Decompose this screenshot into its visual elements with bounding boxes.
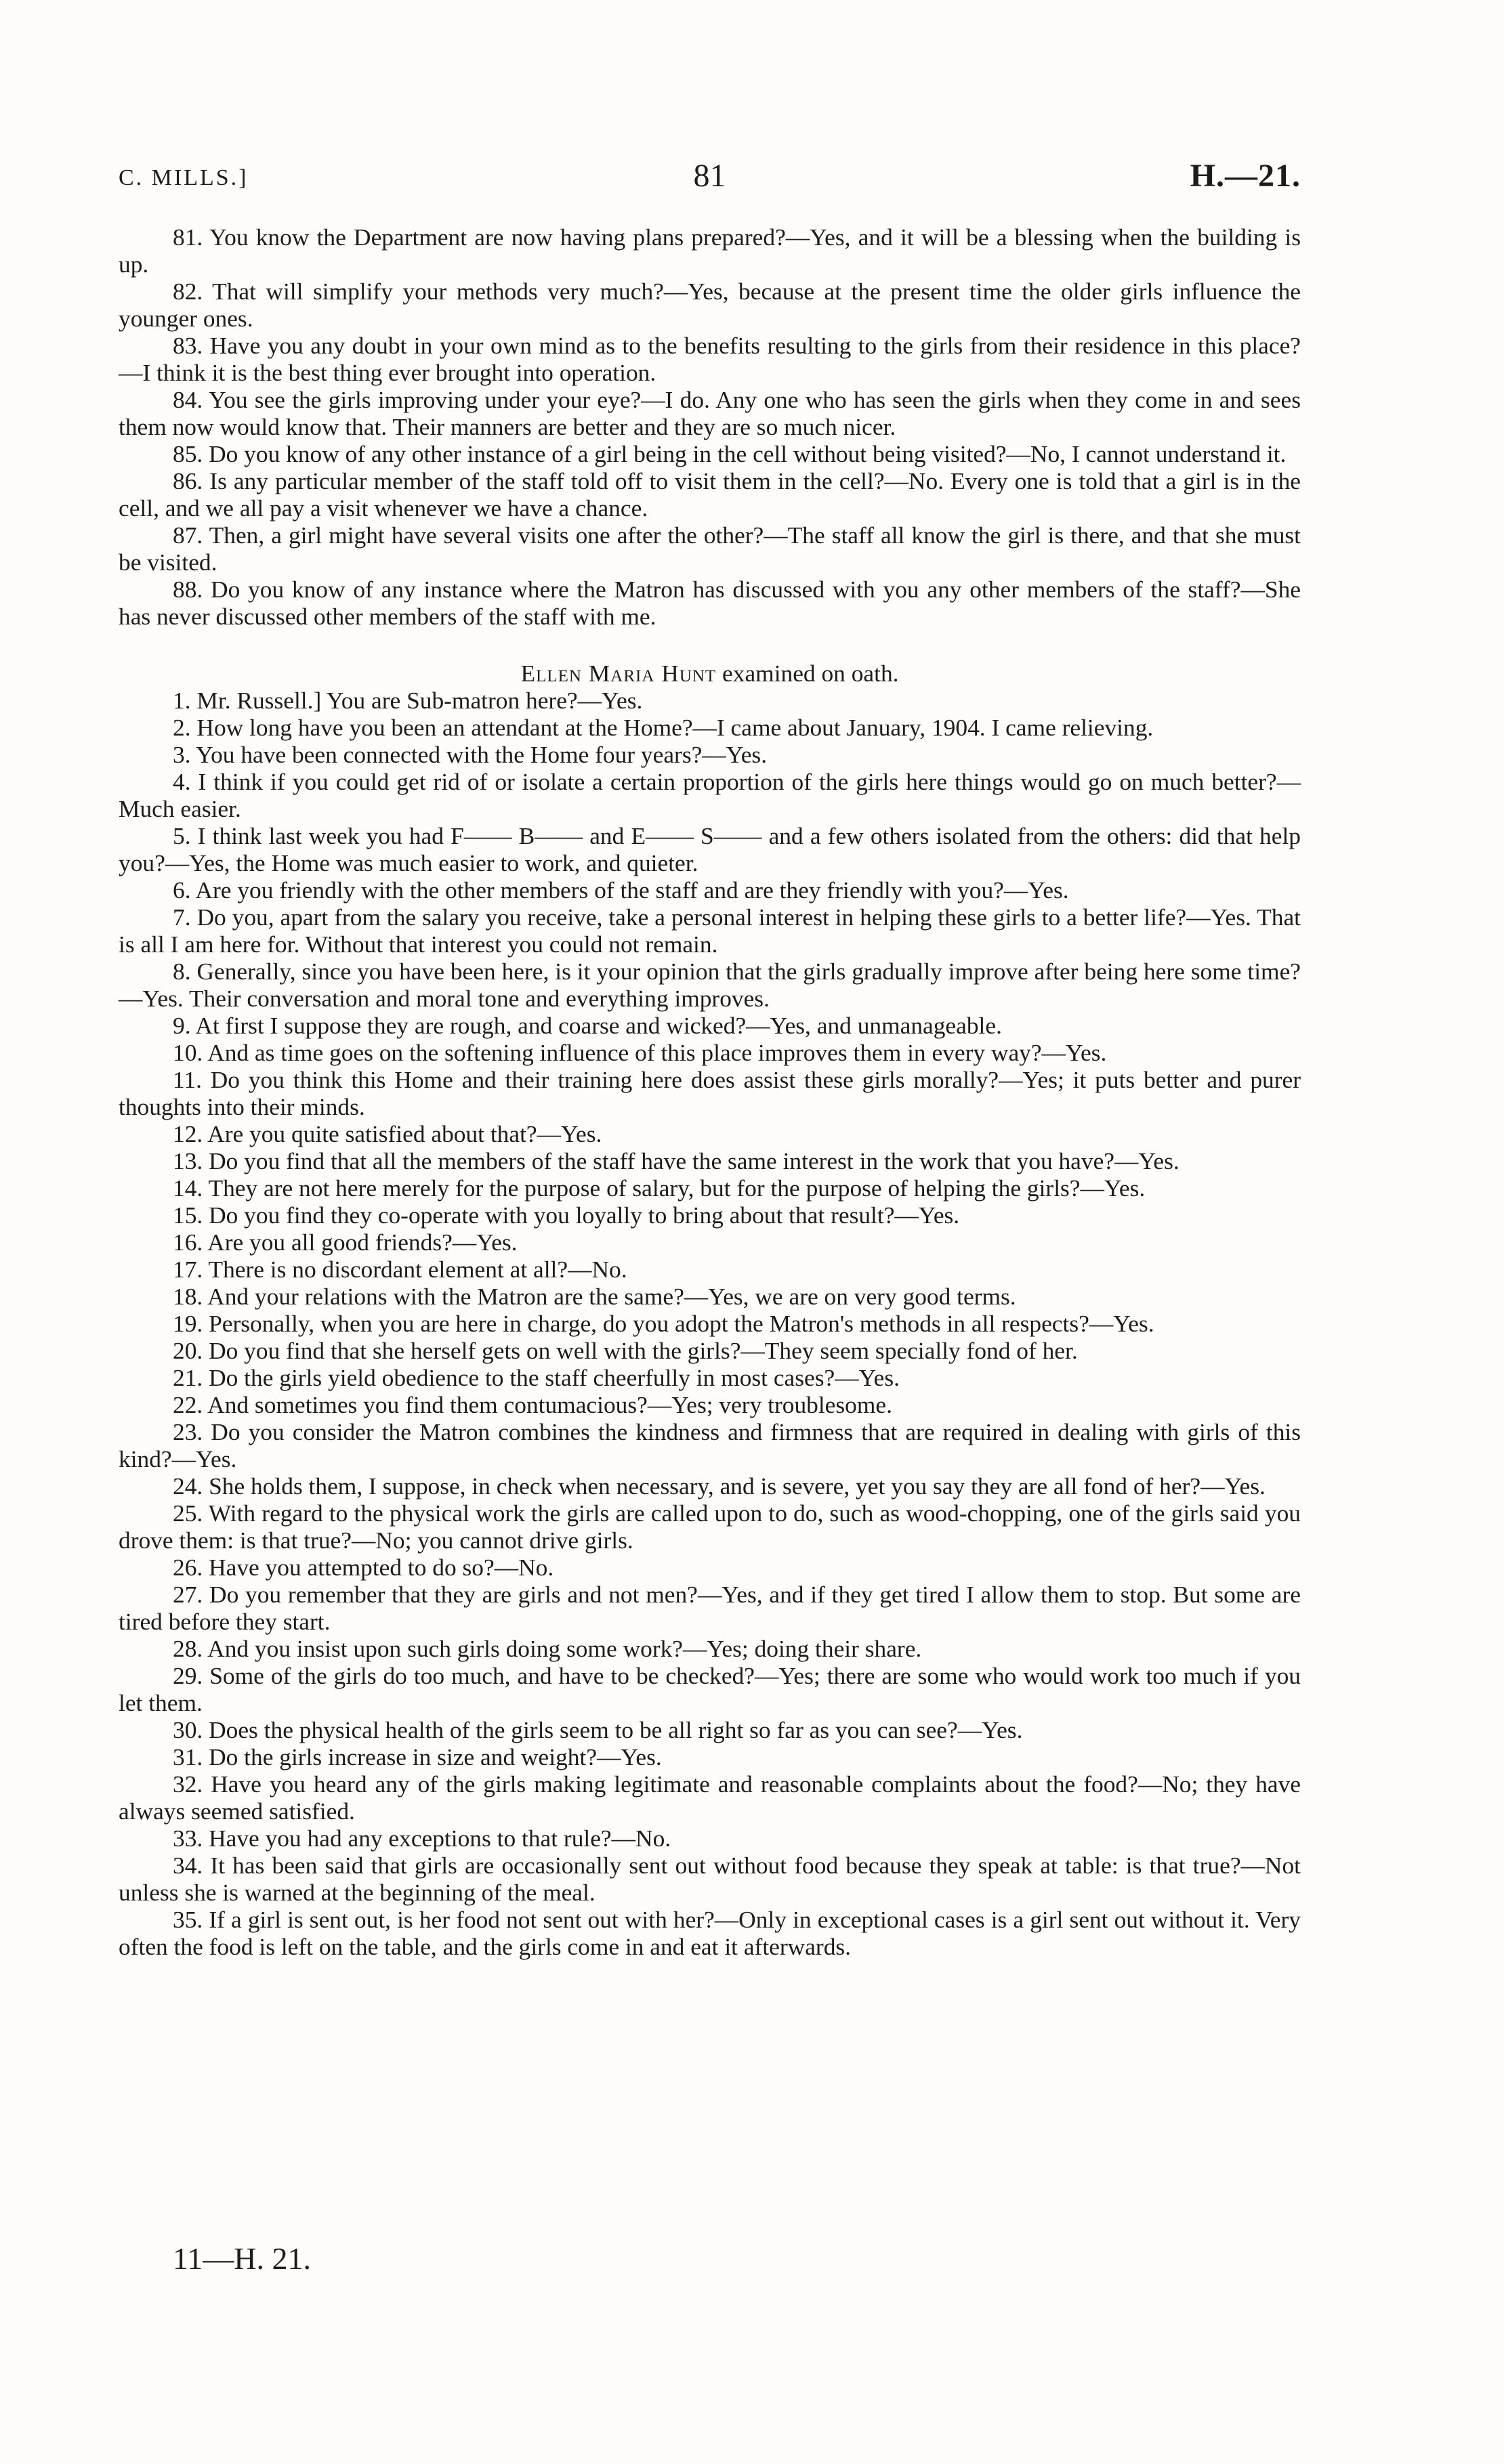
document-reference: H.—21. [1190, 158, 1301, 194]
page-number: 81 [693, 158, 726, 194]
qa-paragraph: 14. They are not here merely for the purpose of salary, but for the purpose of helping the girls?—Yes. [173, 1174, 1146, 1202]
qa-paragraph: 23. Do you consider the Matron combines the kindness and firmness that are required in dealing with girls of this kind?—Yes. [119, 1418, 1301, 1472]
qa-paragraph: 20. Do you find that she herself gets on well with the girls?—They seem specially fond of her. [173, 1337, 1078, 1364]
qa-paragraph: 28. And you insist upon such girls doing some work?—Yes; doing their share. [173, 1635, 922, 1662]
qa-paragraph: 6. Are you friendly with the other members of the staff and are they friendly with you?—Yes. [173, 876, 1069, 904]
qa-paragraph: 15. Do you find they co-operate with you loyally to bring about that result?—Yes. [173, 1202, 960, 1229]
qa-paragraph: 35. If a girl is sent out, is her food not sent out with her?—Only in exceptional cases is a girl sent out without it. Very often the food is left on the table, and the girls come in and eat it afterwards. [119, 1906, 1301, 1960]
qa-paragraph: 87. Then, a girl might have several visits one after the other?—The staff all know the girl is there, and that she must be visited. [119, 522, 1301, 576]
qa-paragraph: 12. Are you quite satisfied about that?—Yes. [173, 1120, 602, 1147]
qa-paragraph: 25. With regard to the physical work the girls are called upon to do, such as wood-chopping, one of the girls said you drove them: is that true?—No; you cannot drive girls. [119, 1500, 1301, 1554]
header-witness-name: C. MILLS.] [119, 165, 249, 190]
qa-paragraph: 4. I think if you could get rid of or isolate a certain proportion of the girls here things would go on much better?—Much easier. [119, 768, 1301, 822]
qa-paragraph: 33. Have you had any exceptions to that rule?—No. [173, 1825, 671, 1852]
qa-paragraph: 85. Do you know of any other instance of a girl being in the cell without being visited?—No, I cannot understand it. [173, 440, 1287, 467]
qa-paragraph: 16. Are you all good friends?—Yes. [173, 1229, 518, 1256]
qa-paragraph: 26. Have you attempted to do so?—No. [173, 1554, 554, 1581]
qa-paragraph: 21. Do the girls yield obedience to the staff cheerfully in most cases?—Yes. [173, 1364, 900, 1391]
qa-paragraph: 5. I think last week you had F—— B—— and E—— S—— and a few others isolated from the others: did that help you?—Yes, the Home was much easier to work, and quieter. [119, 822, 1301, 876]
qa-paragraph: 32. Have you heard any of the girls making legitimate and reasonable complaints about the food?—No; they have always seemed satisfied. [119, 1770, 1301, 1825]
qa-paragraph: 10. And as time goes on the softening influence of this place improves them in every way?—Yes. [173, 1039, 1107, 1066]
qa-paragraph: 8. Generally, since you have been here, is it your opinion that the girls gradually improve after being here some time?—Yes. Their conversation and moral tone and everything improves. [119, 958, 1301, 1012]
qa-paragraph: 86. Is any particular member of the staff told off to visit them in the cell?—No. Every one is told that a girl is in the cell, and we all pay a visit whenever we have a chance. [119, 467, 1301, 522]
page-header [119, 157, 1301, 198]
witness-heading [119, 660, 1301, 687]
qa-paragraph: 19. Personally, when you are here in charge, do you adopt the Matron's methods in all respects?—Yes. [173, 1310, 1154, 1337]
qa-paragraph: 17. There is no discordant element at all?—No. [173, 1256, 627, 1283]
qa-paragraph: 84. You see the girls improving under your eye?—I do. Any one who has seen the girls when they come in and sees them now would know that. Their manners are better and they are so much nicer. [119, 386, 1301, 440]
testimony-section-mills [119, 224, 1301, 630]
qa-paragraph: 83. Have you any doubt in your own mind as to the benefits resulting to the girls from their residence in this place?—I think it is the best thing ever brought into operation. [119, 332, 1301, 386]
qa-paragraph: 24. She holds them, I suppose, in check when necessary, and is severe, yet you say they are all fond of her?—Yes. [173, 1472, 1266, 1500]
qa-paragraph: 34. It has been said that girls are occasionally sent out without food because they speak at table: is that true?—Not unless she is warned at the beginning of the meal. [119, 1852, 1301, 1906]
witness-name: Ellen Maria Hunt [520, 660, 717, 687]
testimony-section-hunt [119, 687, 1301, 1960]
qa-paragraph: 30. Does the physical health of the girls seem to be all right so far as you can see?—Yes. [173, 1716, 1023, 1743]
qa-paragraph: 31. Do the girls increase in size and weight?—Yes. [173, 1743, 662, 1770]
signature-mark: 11—H. 21. [173, 2241, 312, 2276]
qa-paragraph: 3. You have been connected with the Home four years?—Yes. [173, 741, 768, 768]
qa-paragraph: 11. Do you think this Home and their training here does assist these girls morally?—Yes; it puts better and purer thoughts into their minds. [119, 1066, 1301, 1120]
qa-paragraph: 2. How long have you been an attendant at the Home?—I came about January, 1904. I came relieving. [173, 714, 1154, 741]
qa-paragraph: 13. Do you find that all the members of the staff have the same interest in the work that you have?—Yes. [173, 1147, 1179, 1174]
qa-paragraph: 1. Mr. Russell.] You are Sub-matron here?—Yes. [173, 687, 643, 714]
qa-paragraph: 29. Some of the girls do too much, and have to be checked?—Yes; there are some who would work too much if you let them. [119, 1662, 1301, 1716]
qa-paragraph: 27. Do you remember that they are girls and not men?—Yes, and if they get tired I allow them to stop. But some are tired before they start. [119, 1581, 1301, 1635]
qa-paragraph: 18. And your relations with the Matron are the same?—Yes, we are on very good terms. [173, 1283, 1016, 1310]
qa-paragraph: 9. At first I suppose they are rough, and coarse and wicked?—Yes, and unmanageable. [173, 1012, 1002, 1039]
qa-paragraph: 82. That will simplify your methods very much?—Yes, because at the present time the older girls influence the younger ones. [119, 278, 1301, 332]
witness-heading-rest: examined on oath. [716, 660, 899, 687]
document-body [119, 224, 1301, 1960]
qa-paragraph: 81. You know the Department are now having plans prepared?—Yes, and it will be a blessing when the building is up. [119, 224, 1301, 278]
qa-paragraph: 88. Do you know of any instance where the Matron has discussed with you any other members of the staff?—She has never discussed other members of the staff with me. [119, 576, 1301, 630]
qa-paragraph: 22. And sometimes you find them contumacious?—Yes; very troublesome. [173, 1391, 892, 1418]
qa-paragraph: 7. Do you, apart from the salary you receive, take a personal interest in helping these girls to a better life?—Yes. That is all I am here for. Without that interest you could not remain. [119, 904, 1301, 958]
